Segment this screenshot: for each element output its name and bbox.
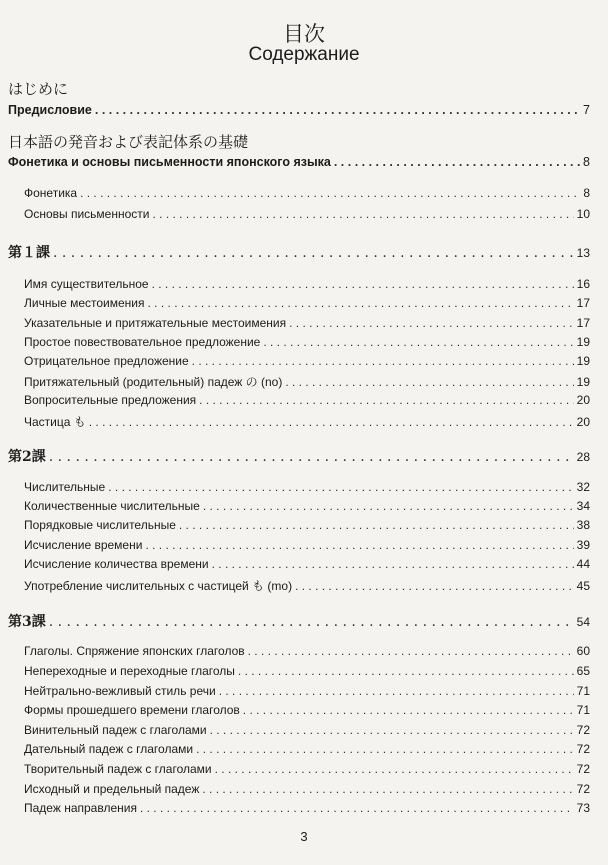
toc-entry[interactable] (24, 518, 590, 532)
lesson-title: 第3課 (8, 614, 46, 630)
toc-entry[interactable] (24, 577, 590, 594)
dot-leader (285, 375, 573, 389)
toc-page-number: 17 (576, 296, 590, 310)
lesson-title: 第１課 (8, 245, 50, 261)
toc-page-number: 72 (576, 742, 590, 756)
toc-entry-label: Имя существительное (24, 277, 149, 291)
page-title-jp: 目次 (283, 22, 325, 46)
toc-entry-lesson-2[interactable] (8, 446, 590, 466)
toc-entry[interactable] (24, 499, 590, 513)
toc-entry-label: Частица も (24, 415, 86, 429)
toc-entry-label: Порядковые числительные (24, 518, 176, 532)
toc-entry[interactable] (24, 801, 590, 815)
dot-leader (80, 186, 580, 200)
toc-entry-label: Основы письменности (24, 207, 150, 221)
toc-entry-label: Предисловие (8, 103, 92, 117)
dot-leader (108, 480, 573, 494)
dot-leader (199, 393, 573, 407)
dot-leader (145, 538, 573, 552)
dot-leader (95, 103, 580, 117)
toc-entry-label: Винительный падеж с глаголами (24, 723, 207, 737)
dot-leader (203, 499, 574, 513)
toc-page-number: 13 (576, 246, 590, 260)
toc-entry[interactable] (24, 393, 590, 407)
dot-leader (289, 316, 574, 330)
dot-leader (212, 557, 574, 571)
toc-entry-label: Падеж направления (24, 801, 137, 815)
toc-page-number: 32 (576, 480, 590, 494)
toc-entry-label: Дательный падеж с глаголами (24, 742, 194, 756)
toc-entry-label: Числительные (24, 480, 106, 494)
dot-leader (243, 703, 574, 717)
toc-page-number: 72 (576, 762, 590, 776)
toc-entry-label: Притяжательный (родительный) падеж の (no) (24, 375, 283, 389)
dot-leader (334, 155, 580, 169)
dot-leader (263, 335, 573, 349)
toc-page-number: 28 (576, 450, 590, 464)
page-title-ru: Содержание (248, 44, 360, 65)
lesson-title: 第2課 (8, 449, 46, 465)
toc-entry-intro[interactable] (8, 103, 590, 117)
toc-entry-label: Творительный падеж с глаголами (24, 762, 212, 776)
toc-page-number: 45 (576, 579, 590, 593)
toc-page-number: 72 (576, 782, 590, 796)
toc-page-number: 16 (576, 277, 590, 291)
dot-leader (179, 518, 574, 532)
toc-page-number: 17 (576, 316, 590, 330)
dot-leader (140, 801, 574, 815)
toc-entry[interactable] (24, 413, 590, 430)
dot-leader (210, 723, 574, 737)
toc-entry-label: Употребление числительных с частицей も (mo) (24, 579, 293, 593)
toc-page-number: 73 (576, 801, 590, 815)
toc-entry-label: Непереходные и переходные глаголы (24, 664, 235, 678)
toc-entry[interactable] (24, 538, 590, 552)
toc-entry-label: Исчисление количества времени (24, 557, 209, 571)
toc-entry[interactable] (24, 782, 590, 796)
toc-page-number: 19 (576, 335, 590, 349)
toc-entry[interactable] (24, 480, 590, 494)
dot-leader (248, 644, 574, 658)
toc-page-number: 7 (583, 103, 590, 117)
toc-entry-lesson-1[interactable] (8, 242, 590, 262)
toc-entry[interactable] (24, 207, 590, 221)
toc-entry[interactable] (24, 684, 590, 698)
section-heading-jp: はじめに (8, 80, 69, 98)
toc-page-number: 19 (576, 375, 590, 389)
toc-entry[interactable] (24, 316, 590, 330)
dot-leader (89, 415, 574, 429)
section-heading-jp: 日本語の発音および表記体系の基礎 (8, 133, 249, 151)
dot-leader (202, 782, 573, 796)
dot-leader (152, 277, 574, 291)
dot-leader (148, 296, 574, 310)
dot-leader (196, 742, 574, 756)
toc-entry[interactable] (24, 644, 590, 658)
toc-page-number: 8 (583, 155, 590, 169)
toc-page-number: 10 (576, 207, 590, 221)
toc-entry-phonetics[interactable] (8, 155, 590, 169)
toc-entry-label: Исчисление времени (24, 538, 143, 552)
toc-entry[interactable] (24, 723, 590, 737)
toc-entry-label: Фонетика (24, 186, 78, 200)
toc-page-number: 44 (576, 557, 590, 571)
dot-leader (238, 664, 574, 678)
toc-page-number: 54 (576, 615, 590, 629)
toc-page-number: 20 (576, 393, 590, 407)
toc-entry-lesson-3[interactable] (8, 611, 590, 631)
toc-entry-label: Личные местоимения (24, 296, 145, 310)
toc-entry[interactable] (24, 296, 590, 310)
toc-entry[interactable] (24, 186, 590, 200)
toc-entry-label: Нейтрально-вежливый стиль речи (24, 684, 216, 698)
toc-page-number: 20 (576, 415, 590, 429)
toc-entry-label: Вопросительные предложения (24, 393, 197, 407)
toc-entry-label: Исходный и предельный падеж (24, 782, 200, 796)
dot-leader (152, 207, 573, 221)
dot-leader (192, 354, 574, 368)
toc-page-number: 71 (576, 684, 590, 698)
dot-leader (295, 579, 574, 593)
toc-page-number: 39 (576, 538, 590, 552)
toc-page-number: 65 (576, 664, 590, 678)
toc-entry-label: Формы прошедшего времени глаголов (24, 703, 240, 717)
toc-page-number: 8 (583, 186, 590, 200)
toc-entry[interactable] (24, 664, 590, 678)
toc-entry[interactable] (24, 557, 590, 571)
toc-page-number: 19 (576, 354, 590, 368)
toc-entry[interactable] (24, 354, 590, 368)
toc-entry[interactable] (24, 335, 590, 349)
toc-entry-label: Количественные числительные (24, 499, 200, 513)
toc-entry[interactable] (24, 703, 590, 717)
toc-page-number: 72 (576, 723, 590, 737)
toc-entry[interactable] (24, 373, 590, 390)
dot-leader (53, 245, 574, 261)
toc-page-number: 71 (576, 703, 590, 717)
dot-leader (219, 684, 574, 698)
toc-entry-label: Отрицательное предложение (24, 354, 189, 368)
toc-entry-label: Указательные и притяжательные местоимения (24, 316, 287, 330)
page-number: 3 (300, 829, 308, 844)
toc-entry-label: Простое повествовательное предложение (24, 335, 261, 349)
toc-entry[interactable] (24, 742, 590, 756)
toc-entry-label: Глаголы. Спряжение японских глаголов (24, 644, 245, 658)
dot-leader (49, 614, 574, 630)
dot-leader (215, 762, 574, 776)
toc-page-number: 38 (576, 518, 590, 532)
toc-entry[interactable] (24, 277, 590, 291)
toc-page-number: 60 (576, 644, 590, 658)
toc-entry-label: Фонетика и основы письменности японского языка (8, 155, 331, 169)
toc-page-number: 34 (576, 499, 590, 513)
toc-entry[interactable] (24, 762, 590, 776)
dot-leader (49, 449, 574, 465)
